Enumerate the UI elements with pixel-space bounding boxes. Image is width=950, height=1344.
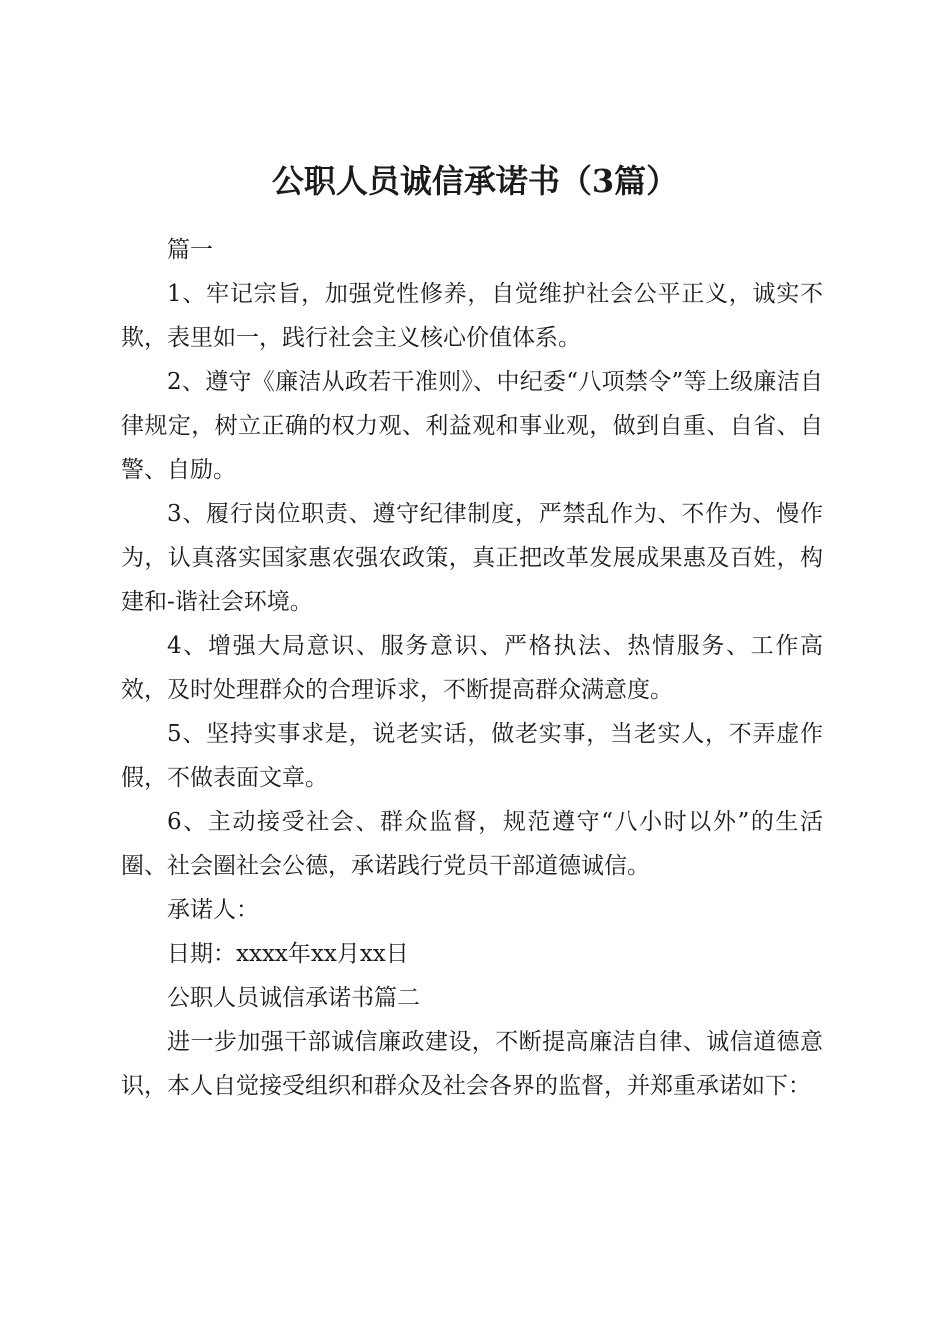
paragraph: 1、牢记宗旨，加强党性修养，自觉维护社会公平正义，诚实不欺，表里如一，践行社会主义核心价值体系。 (121, 281, 823, 351)
paragraph: 3、履行岗位职责、遵守纪律制度，严禁乱作为、不作为、慢作为，认真落实国家惠农强农政策，真正把改革发展成果惠及百姓，构建和-谐社会环境。 (121, 501, 823, 615)
section-heading: 公职人员诚信承诺书篇二 (167, 985, 420, 1011)
document-title: 公职人员诚信承诺书（3篇） (271, 162, 679, 201)
paragraph: 4、增强大局意识、服务意识、严格执法、热情服务、工作高效，及时处理群众的合理诉求，不断提高群众满意度。 (121, 633, 823, 703)
date-line: 日期：xxxx年xx月xx日 (167, 941, 409, 967)
paragraph: 2、遵守《廉洁从政若干准则》、中纪委“八项禁令”等上级廉洁自律规定，树立正确的权力观、利益观和事业观，做到自重、自省、自警、自励。 (121, 369, 823, 483)
signer-label: 承诺人： (167, 897, 259, 923)
paragraph: 6、主动接受社会、群众监督，规范遵守“八小时以外”的生活圈、社会圈社会公德，承诺践行党员干部道德诚信。 (121, 809, 823, 879)
document-body (121, 228, 823, 1108)
paragraph: 5、坚持实事求是，说老实话，做老实事，当老实人，不弄虚作假，不做表面文章。 (121, 721, 823, 791)
section-heading: 篇一 (167, 237, 213, 263)
paragraph: 进一步加强干部诚信廉政建设，不断提高廉洁自律、诚信道德意识，本人自觉接受组织和群众及社会各界的监督，并郑重承诺如下： (121, 1029, 823, 1099)
